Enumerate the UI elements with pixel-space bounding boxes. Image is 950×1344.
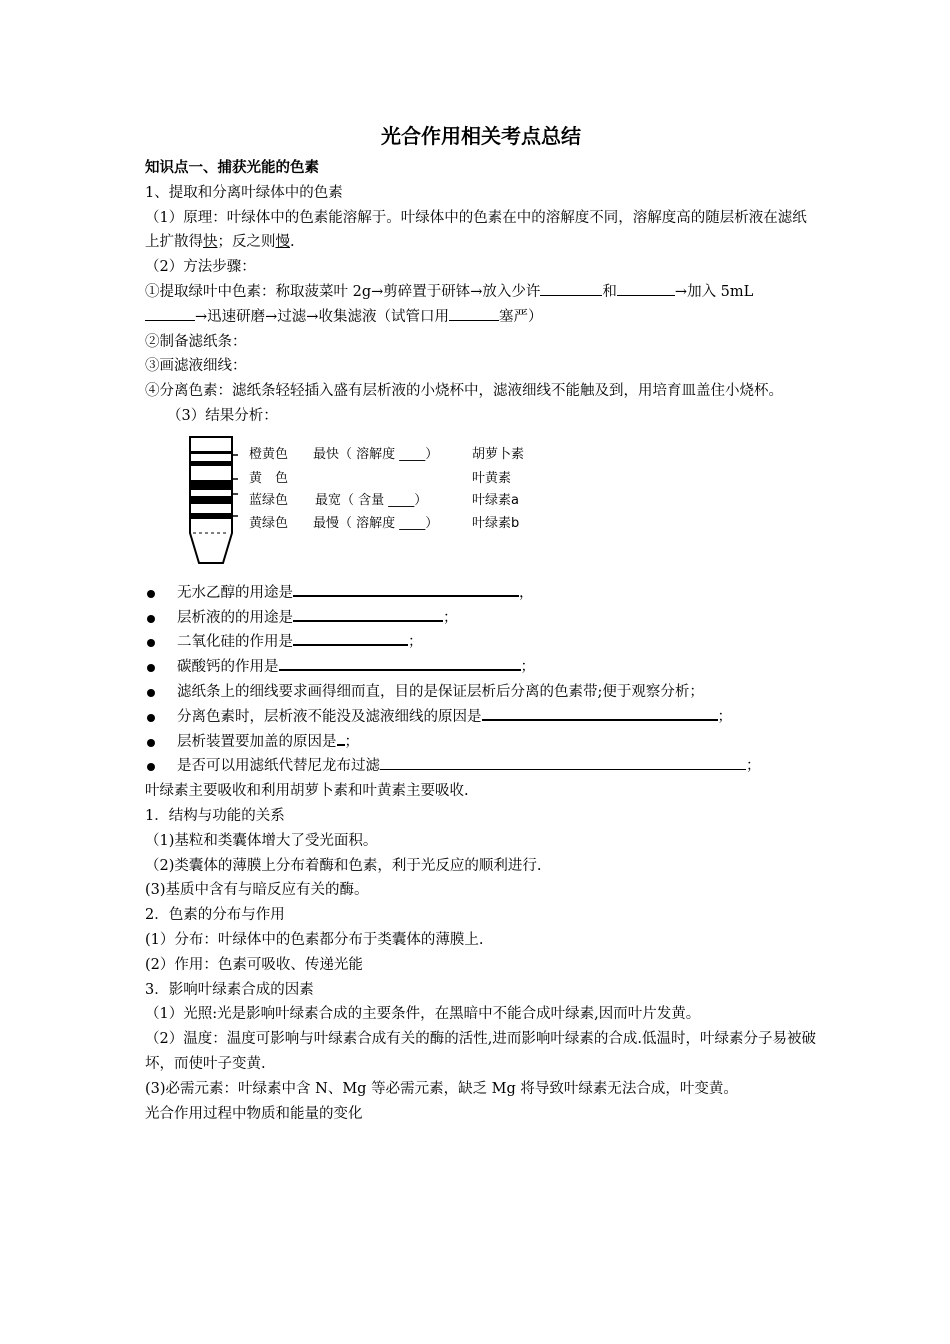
section-heading: 知识点一、捕获光能的色素 bbox=[145, 160, 319, 176]
factor-item: （2）温度：温度可影响与叶绿素合成有关的酶的活性,进而影响叶绿素的合成.低温时，叶绿素分子易被破坏，而使叶子变黄. bbox=[145, 1031, 816, 1072]
fill-blank[interactable] bbox=[279, 655, 521, 671]
fill-blank[interactable] bbox=[380, 755, 746, 770]
list-item: 层析液的的用途是 ； bbox=[145, 606, 817, 631]
fill-blank[interactable] bbox=[449, 306, 499, 321]
color-label: 橙黄色 bbox=[249, 446, 289, 462]
band-bottom bbox=[190, 513, 232, 519]
pigment-label: 胡萝卜素 bbox=[472, 446, 525, 462]
step-1-line-a: ①提取绿叶中色素：称取菠菜叶 2g→剪碎置于研钵→放入少许 和 →加入 5mL bbox=[145, 280, 817, 305]
list-item: 二氧化硅的作用是 ； bbox=[145, 630, 817, 655]
fill-blank[interactable] bbox=[293, 606, 443, 622]
distribution-item: (1）分布：叶绿体中的色素都分布于类囊体的薄膜上. bbox=[145, 931, 484, 948]
fill-blank[interactable] bbox=[482, 705, 718, 721]
heading-1: 1、提取和分离叶绿体中的色素 bbox=[145, 184, 343, 201]
list-item: 分离色素时，层析液不能没及滤液细线的原因是 ； bbox=[145, 705, 817, 730]
factor-item: (3)必需元素：叶绿素中含 N、Mg 等必需元素，缺乏 Mg 将导致叶绿素无法合成，叶变黄。 bbox=[145, 1080, 738, 1097]
color-label: 黄绿色 bbox=[249, 515, 289, 531]
list-item: 滤纸条上的细线要求画得细而直，目的是保证层析后分离的色素带;便于观察分析； bbox=[145, 680, 817, 705]
band-yellow-green bbox=[190, 496, 232, 504]
heading-factors: 3．影响叶绿素合成的因素 bbox=[145, 981, 314, 998]
principle-paragraph: （1）原理：叶绿体中的色素能溶解于。叶绿体中的色素在中的溶解度不同，溶解度高的随层析液在滤纸上扩散得快；反之则慢. bbox=[145, 209, 807, 251]
chromatography-figure bbox=[145, 433, 817, 573]
absorb-text: 叶绿素主要吸收和利用胡萝卜素和叶黄素主要吸收. bbox=[145, 783, 469, 800]
fill-blank[interactable] bbox=[540, 281, 602, 296]
structure-item: (3)基质中含有与暗反应有关的酶。 bbox=[145, 882, 369, 899]
fill-blank[interactable] bbox=[337, 730, 345, 746]
band-yellow bbox=[190, 461, 232, 466]
band-orange-yellow bbox=[190, 451, 232, 454]
step-3: ③画滤液细线： bbox=[145, 358, 247, 375]
color-label: 黄 色 bbox=[249, 470, 289, 486]
method-heading: （2）方法步骤： bbox=[145, 259, 256, 276]
question-list bbox=[145, 581, 817, 779]
fill-blank[interactable] bbox=[293, 630, 408, 646]
heading-structure: 1．结构与功能的关系 bbox=[145, 807, 285, 824]
result-heading: （3）结果分析： bbox=[167, 407, 278, 424]
pigment-label: 叶黄素 bbox=[472, 470, 512, 486]
heading-distribution: 2．色素的分布与作用 bbox=[145, 907, 285, 924]
closing-heading: 光合作用过程中物质和能量的变化 bbox=[145, 1105, 363, 1122]
distribution-item: (2）作用：色素可吸收、传递光能 bbox=[145, 956, 363, 973]
pigment-label: 叶绿素b bbox=[472, 515, 520, 531]
step-1-line-b: →迅速研磨→过滤→收集滤液（试管口用 塞严） bbox=[145, 305, 817, 330]
structure-item: （2)类囊体的薄膜上分布着酶和色素，利于光反应的顺利进行. bbox=[145, 857, 542, 874]
color-label: 蓝绿色 bbox=[249, 492, 289, 508]
structure-item: （1)基粒和类囊体增大了受光面积。 bbox=[145, 832, 378, 849]
list-item: 碳酸钙的作用是 ； bbox=[145, 655, 817, 680]
list-item: 无水乙醇的用途是 ， bbox=[145, 581, 817, 606]
list-item: 层析装置要加盖的原因是 ； bbox=[145, 730, 817, 755]
factor-item: （1）光照:光是影响叶绿素合成的主要条件，在黑暗中不能合成叶绿素,因而叶片发黄。 bbox=[145, 1006, 701, 1023]
band-blue-green bbox=[190, 480, 232, 490]
document-page bbox=[145, 122, 817, 1126]
filter-paper-strip-icon bbox=[185, 433, 245, 573]
fill-blank[interactable] bbox=[145, 306, 195, 321]
note-label: 最宽（ 含量 ____） bbox=[315, 492, 428, 508]
step-4: ④分离色素：滤纸条轻轻插入盛有层析液的小烧杯中，滤液细线不能触及到，用培育皿盖住小烧杯。 bbox=[145, 383, 783, 400]
fill-blank[interactable] bbox=[617, 281, 675, 296]
fill-blank[interactable] bbox=[293, 581, 519, 597]
note-label: 最快（ 溶解度 ____） bbox=[313, 446, 439, 462]
list-item: 是否可以用滤纸代替尼龙布过滤 ； bbox=[145, 754, 817, 779]
document-title: 光合作用相关考点总结 bbox=[381, 124, 581, 148]
pigment-label: 叶绿素a bbox=[472, 492, 519, 508]
step-2: ②制备滤纸条： bbox=[145, 333, 247, 350]
note-label: 最慢（ 溶解度 ____） bbox=[313, 515, 439, 531]
